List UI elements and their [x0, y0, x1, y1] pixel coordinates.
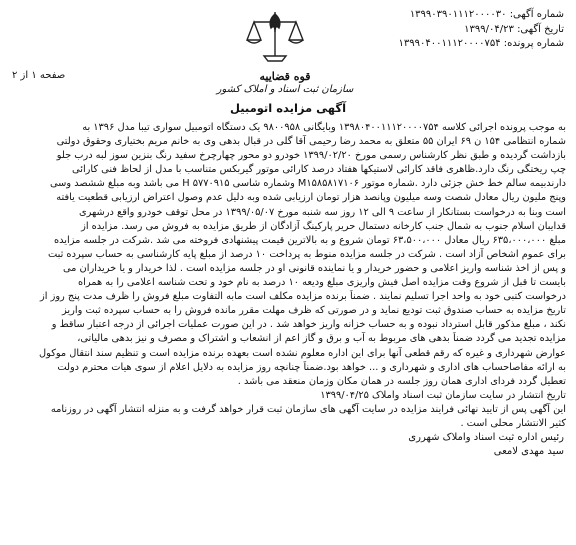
notice-body-line: شماره انتظامی ۱۵۴ ن ۶۹ ایران ۵۵ متعلق به محمد رضا رحیمی آقا گلی در قبال بدهی وی به خانم مریم بختیاری وحقوق دولتی: [56, 136, 566, 148]
notice-date-row: [399, 23, 564, 38]
notice-date-label: تاریخ آگهی:: [517, 23, 564, 35]
notice-title: آگهی مزایده اتومبیل: [229, 101, 347, 115]
notice-body-line: چپ ریختگی رنگ دارد.ظاهری فاقد کارائی لاستیکها هفتاد درصد کارائی موتور گیربکس متناسب با مدل از لحاظ فنی کارائی: [72, 164, 566, 176]
notice-number-value: ۱۳۹۹۰۳۹۰۱۱۱۲۰۰۰۰۳۰: [409, 9, 507, 20]
sheet-number-label: شماره پرونده:: [503, 38, 564, 49]
notice-header: [0, 0, 576, 115]
notice-body-line: وپنج ملیون ریال معادل شصت وسه میلیون وپانصد هزار تومان ارزیابی شده وبه دلیل عدم وصول اعتراض ارزیابی قطعیت یافته: [56, 192, 566, 204]
notice-body-line: بایست تا قبل از شروع وقت مزایده اصل فیش واریزی مبلغ ودیعه ۱۰ درصد به نام خود و تحت شناسه اعلامی را به همراه: [78, 277, 566, 289]
notice-body-line: دارندبیمه سالم خط خش جزئی دارد .شماره موتور M۱۵۸۵۸۱۷۱۰۶ وشماره شاسی H ۵۷۷۰۹۱۵ می باشد وبه مبلغ ششصد وسی: [49, 178, 566, 190]
notice-body-line: و پس از اخذ شناسه واریز اعلامی و حضور خریدار و یا نماینده قانونی او در جلسه مزایده است . لذا خریدار و یا خریداران می: [63, 262, 566, 274]
notice-number-label: شماره آگهی:: [509, 9, 564, 20]
notice-body-line: برای عموم اشخاص آزاد است . شرکت در جلسه مزایده منوط به پرداخت ۱۰ درصد از مبلغ پایه کارشناسی به حساب سپرده ثبت: [48, 248, 566, 260]
judiciary-emblem-icon: [242, 6, 308, 68]
notice-body-line: درخواست کتبی خود به واحد اجرا تسلیم نمایند . ضمناً برنده مزایده مکلف است مابه التفاوت مبلغ فروش را ظرف مدت پنج روز از: [40, 291, 566, 303]
notice-date-value: ۱۳۹۹/۰۴/۲۳: [464, 23, 514, 35]
sheet-number-row: [399, 37, 564, 52]
judiciary-name: قوه قضاییه: [259, 70, 311, 83]
signer-title: رئیس اداره ثبت اسناد واملاک شهرری: [408, 432, 564, 444]
page-indicator: صفحه ۱ از ۲: [12, 70, 66, 81]
notice-body-line: تاریخ مزایده به حساب صندوق ثبت تودیع نماید و در صورتی که ظرف مهلت مقرر مانده فروش را به حساب سپرده ثبت واریز: [62, 305, 566, 317]
notice-body-line: مزایده تجدید می گردد ضمناً بدهی های مربوط به آب و برق و گاز اعم از انشعاب و اشتراک و مصرف و نیز بدهی مالیاتی،: [77, 333, 566, 345]
notice-body-line: عوارض شهرداری و غیره که رقم قطعی آنها برای این اداره معلوم نشده است بعهده برنده مزایده است و تنظیم سند انتقال موکول: [39, 347, 566, 359]
notice-body: [11, 121, 566, 431]
sheet-number-value: ۱۳۹۹۰۴۰۰۱۱۱۲۰۰۰۰۷۵۴: [398, 38, 501, 49]
organization-title: [170, 70, 400, 95]
notice-body-line: به موجب پرونده اجرائی کلاسه ۱۳۹۸۰۴۰۰۱۱۱۲۰۰۰۰۷۵۴ وبایگانی ۹۸۰۰۹۵۸ یک دستگاه اتومبیل سواری تیبا مدل ۱۳۹۶ به: [82, 122, 566, 133]
notice-body-line: تعطیل گردد فردای اداری همان روز جلسه در همان مکان وزمان منعقد می باشد .: [237, 375, 566, 387]
notice-body-line: قدایبان اسلام جنوب به شمال جنب کارخانه دستمال حریر پارکینگ آزادگان از طریق مزایده به فروش می رسد. مزایده از: [81, 220, 566, 232]
notice-number-row: [399, 8, 564, 23]
notice-body-line: بازداشت گردیده و طبق نظر کارشناس رسمی مورخ ۱۳۹۹/۰۲/۲۰ خودرو دو محور چهارچرخ سفید رنگ بنزین سوز لبه درب جلو: [56, 150, 566, 162]
notice-meta: [399, 8, 564, 52]
notice-body-line: تاریخ انتشار در سایت سازمان ثبت اسناد واملاک ۱۳۹۹/۰۴/۲۵: [320, 389, 566, 401]
notice-body-line: کثیر الانتشار محلی است .: [460, 417, 566, 429]
notice-body-line: به ارائه مفاصاحساب های اداری و شهرداری و ... خواهد بود.ضمناً چنانچه روز مزایده به دلایل اعلام از سوی هیات محترم دولت: [57, 361, 566, 373]
notice-body-line: مبلغ ۶۳۵،۰۰۰،۰۰۰ ریال معادل ۶۳،۵۰۰،۰۰۰ تومان شروع و به بالاترین قیمت پیشنهادی فروخته می شد .شرکت در جلسه مزایده: [53, 234, 566, 246]
registration-org-name: سازمان ثبت اسناد و املاک کشور: [216, 84, 354, 95]
notice-body-line: این آگهی پس از تایید نهائی فرایند مزایده در سایت آگهی های سازمان ثبت قرار خواهد گرفت و به منزله انتشار آگهی در روزنامه: [50, 403, 566, 415]
signer-name: سید مهدی لامعی: [493, 446, 564, 458]
notice-body-line: است وبنا به درخواست بستانکار از ساعت ۹ الی ۱۲ روز سه شنبه مورخ ۱۳۹۹/۰۵/۰۷ در محل توقف خودرو واقع درشهری: [78, 206, 566, 218]
notice-body-line: نکند ، مبلغ مذکور قابل استرداد نبوده و به حساب خزانه واریز خواهد شد . در این صورت عملیات اجرائی از درجه اعتبار ساقط و: [51, 319, 566, 331]
